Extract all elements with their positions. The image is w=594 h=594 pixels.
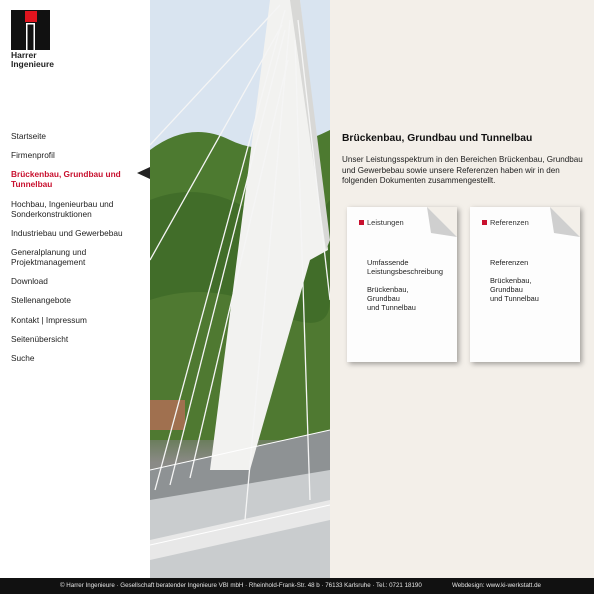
main-content (330, 0, 594, 578)
nav-item-kontakt[interactable]: Kontakt | Impressum (11, 314, 87, 325)
card-line1: Umfassende (367, 258, 409, 267)
logo-mark-icon (11, 10, 50, 50)
logo[interactable] (11, 10, 61, 72)
document-card-referenzen[interactable] (470, 207, 580, 362)
bridge-illustration (150, 0, 330, 578)
card-sub2: Grundbau (367, 294, 400, 303)
card-line2: Leistungsbeschreibung (367, 267, 444, 276)
active-indicator-arrow-icon (137, 167, 150, 179)
card-tab-leistungen (359, 218, 404, 227)
nav-item-generalplanung[interactable]: Generalplanung und Projektmanagement (11, 246, 87, 267)
red-square-icon (482, 220, 487, 225)
nav-item-download[interactable]: Download (11, 276, 48, 287)
card-sub3: und Tunnelbau (367, 303, 416, 312)
footer-company-info: © Harrer Ingenieure · Gesellschaft beratender Ingenieure VBI mbH · Rheinhold-Frank-Str. 48 b · 76133 Karlsruhe · Tel.: 0721 18190 (60, 582, 422, 589)
intro-text: Unser Leistungsspektrum in den Bereichen Brückenbau, Grundbau und Gewerbebau sowie unsere Referenzen haben wir in den folgenden Dokumenten zusammengestellt. (342, 155, 583, 185)
card-sub2: Grundbau (490, 285, 523, 294)
logo-text (11, 51, 54, 69)
nav-item-suche[interactable]: Suche (11, 352, 35, 363)
nav-item-startseite[interactable]: Startseite (11, 131, 47, 141)
sidebar (0, 0, 150, 578)
footer-webdesign-link[interactable]: Webdesign: www.ki-werkstatt.de (452, 582, 541, 589)
nav-item-brueckenbau[interactable]: Brückenbau, Grundbau und Tunnelbau (11, 169, 121, 190)
page-title: Brückenbau, Grundbau und Tunnelbau (342, 133, 533, 144)
main-navigation (11, 131, 146, 372)
card-tab-referenzen (482, 218, 529, 227)
nav-item-industriebau[interactable]: Industriebau und Gewerbebau (11, 227, 123, 238)
red-square-icon (359, 220, 364, 225)
footer (0, 578, 594, 594)
nav-item-seitenuebersicht[interactable]: Seitenübersicht (11, 333, 69, 344)
card-tab-label: Leistungen (367, 218, 404, 227)
document-card-leistungen[interactable] (347, 207, 457, 362)
page-curl-icon (427, 207, 457, 237)
card-line1: Referenzen (490, 258, 529, 267)
card-sub3: und Tunnelbau (490, 294, 539, 303)
nav-item-hochbau[interactable]: Hochbau, Ingenieurbau und Sonderkonstruktionen (11, 198, 114, 219)
card-sub1: Brückenbau, (490, 276, 532, 285)
nav-item-stellenangebote[interactable]: Stellenangebote (11, 295, 71, 306)
logo-name-line2: Ingenieure (11, 59, 54, 69)
page-curl-icon (550, 207, 580, 237)
card-sub1: Brückenbau, (367, 285, 409, 294)
bridge-photo (150, 0, 330, 578)
card-tab-label: Referenzen (490, 218, 529, 227)
logo-name-line1: Harrer (11, 50, 37, 60)
nav-item-firmenprofil[interactable]: Firmenprofil (11, 150, 55, 161)
